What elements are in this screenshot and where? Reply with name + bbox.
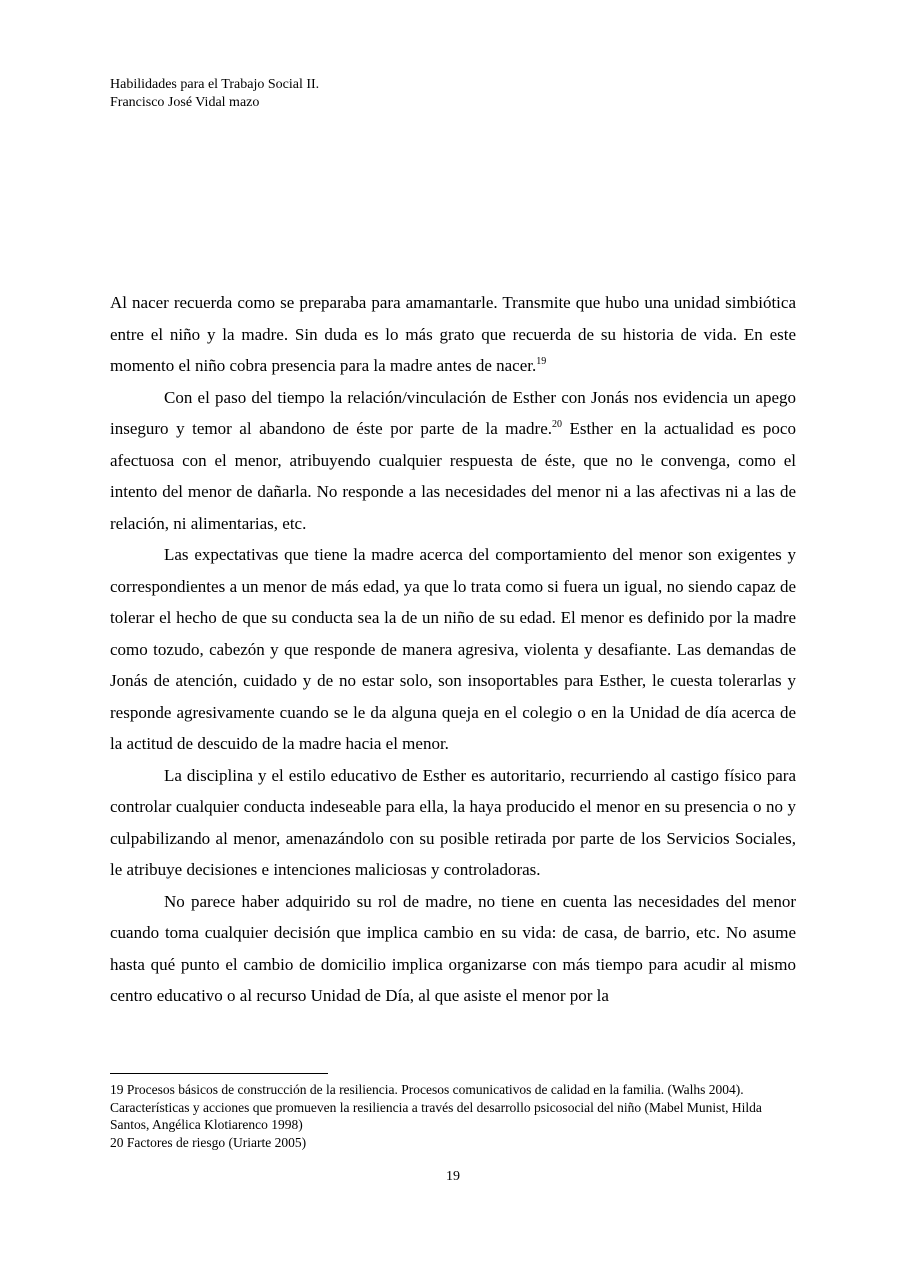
- paragraph-1: [110, 287, 796, 382]
- paragraph-2-text-a: Con el paso del tiempo la relación/vinculación de Esther con Jonás nos evidencia un apego inseguro y temor al abandono de éste por parte de la madre.: [110, 387, 796, 438]
- paragraph-4: La disciplina y el estilo educativo de Esther es autoritario, recurriendo al castigo físico para controlar cualquier conducta indeseable para ella, la haya producido el menor en su presencia o no y culpabilizando al menor, amenazándolo con su posible retirada por parte de los Servicios Sociales, le atribuye decisiones e intenciones maliciosas y controladoras.: [110, 765, 796, 879]
- page-number: 19: [446, 1169, 460, 1184]
- header-title: Habilidades para el Trabajo Social II.: [110, 77, 320, 92]
- paragraph-5: No parece haber adquirido su rol de madre, no tiene en cuenta las necesidades del menor cuando toma cualquier decisión que implica cambio en su vida: de casa, de barrio, etc. No asume hasta qué punto el cambio de domicilio implica organizarse con más tiempo para acudir al mismo centro educativo o al recurso Unidad de Día, al que asiste el menor por la: [110, 891, 796, 1005]
- footnote-20: 20 Factores de riesgo (Uriarte 2005): [110, 1134, 307, 1150]
- footnote-ref-19: 19: [536, 356, 547, 367]
- footnotes: [110, 1081, 800, 1151]
- footnote-separator: [110, 1073, 328, 1074]
- footnote-ref-20: 20: [552, 419, 563, 430]
- body-text: [110, 287, 796, 1012]
- running-header: [110, 76, 319, 112]
- paragraph-3: Las expectativas que tiene la madre acerca del comportamiento del menor son exigentes y correspondientes a un menor de más edad, ya que lo trata como si fuera un igual, no siendo capaz de tolerar el hecho de que su conducta sea la de un niño de su edad. El menor es definido por la madre como tozudo, cabezón y que responde de manera agresiva, violenta y desafiante. Las demandas de Jonás de atención, cuidado y de no estar solo, son insoportables para Esther, le cuesta tolerarlas y responde agresivamente cuando se le da alguna queja en el colegio o en la Unidad de día acerca de la actitud de descuido de la madre hacia el menor.: [110, 545, 796, 753]
- paragraph-2: [110, 382, 796, 540]
- paragraph-1-text: Al nacer recuerda como se preparaba para amamantarle. Transmite que hubo una unidad simbiótica entre el niño y la madre. Sin duda es lo más grato que recuerda de su historia de vida. En este momento el niño cobra presencia para la madre antes de nacer.: [110, 293, 796, 375]
- footnote-19: 19 Procesos básicos de construcción de la resiliencia. Procesos comunicativos de calidad en la familia. (Walhs 2004). Características y acciones que promueven la resiliencia a través del desarrollo psicosocial del niño (Mabel Munist, Hilda Santos, Angélica Klotiarenco 1998): [110, 1082, 762, 1132]
- header-author: Francisco José Vidal mazo: [110, 95, 260, 110]
- paragraph-2-text-b: Esther en la actualidad es poco afectuosa con el menor, atribuyendo cualquier respuesta de éste, que no le convenga, como el intento del menor de dañarla. No responde a las necesidades del menor ni a las afectivas ni a las de relación, ni alimentarias, etc.: [110, 419, 796, 533]
